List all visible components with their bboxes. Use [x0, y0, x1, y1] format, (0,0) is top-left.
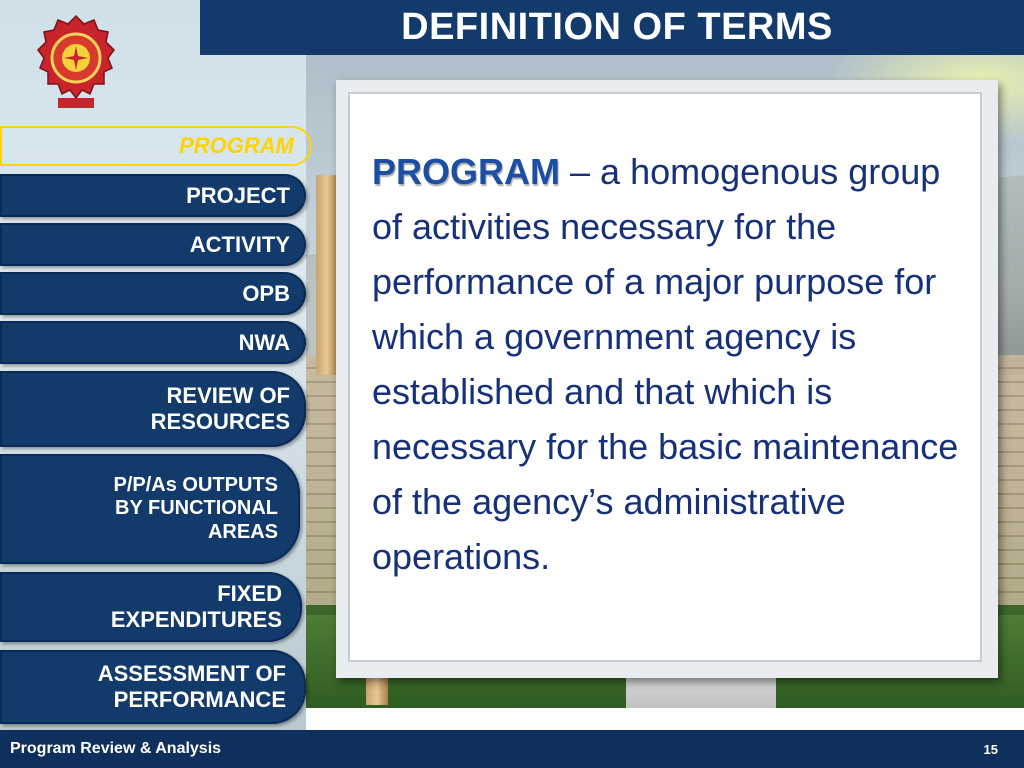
pnp-seal-logo-icon	[36, 14, 116, 114]
header-bar	[200, 0, 1024, 55]
sidebar-item-assessment-of-performance[interactable]	[0, 650, 306, 724]
footer-bar	[0, 730, 1024, 768]
definition-body: – a homogenous group of activities necessary for the performance of a major purpose for which a government agency is established and that which is necessary for the basic maintenance of the agency’s administrative operations.	[372, 151, 959, 577]
content-card	[336, 80, 998, 678]
sidebar-item-project[interactable]	[0, 174, 306, 217]
sidebar-item-label: PERFORMANCE	[113, 687, 286, 712]
footer-title: Program Review & Analysis	[10, 740, 222, 757]
definition-term: PROGRAM	[372, 151, 560, 192]
sidebar-item-label: P/P/As OUTPUTS	[113, 474, 278, 497]
sidebar-item-label: ACTIVITY	[189, 231, 290, 257]
sidebar-item-label: PROJECT	[186, 182, 290, 208]
sidebar-item-label: AREAS	[207, 520, 278, 543]
sidebar-item-nwa[interactable]	[0, 321, 306, 364]
sidebar-item-label: OPB	[242, 280, 290, 306]
sidebar-item-label: BY FUNCTIONAL	[115, 497, 278, 520]
sidebar-item-program[interactable]	[0, 126, 312, 166]
sidebar-item-label: RESOURCES	[150, 409, 290, 434]
content-card-inner	[348, 92, 982, 662]
walkway	[626, 675, 776, 708]
page-number: 15	[983, 741, 998, 757]
porch-post	[316, 175, 338, 375]
page-title: DEFINITION OF TERMS	[401, 6, 833, 48]
sidebar-item-activity[interactable]	[0, 223, 306, 266]
sidebar-item-label: EXPENDITURES	[110, 607, 282, 632]
sidebar-item-label: NWA	[238, 329, 290, 355]
sidebar-item-fixed-expenditures[interactable]	[0, 572, 302, 642]
sidebar-item-ppas-outputs[interactable]	[0, 454, 300, 564]
sidebar-item-label: FIXED	[217, 581, 282, 607]
definition-text	[372, 144, 972, 584]
sidebar-item-label: REVIEW OF	[166, 383, 290, 409]
sidebar-item-label: PROGRAM	[179, 133, 294, 159]
sidebar-item-label: ASSESSMENT OF	[97, 661, 286, 687]
sidebar-item-opb[interactable]	[0, 272, 306, 315]
sidebar-item-review-of-resources[interactable]	[0, 371, 306, 447]
